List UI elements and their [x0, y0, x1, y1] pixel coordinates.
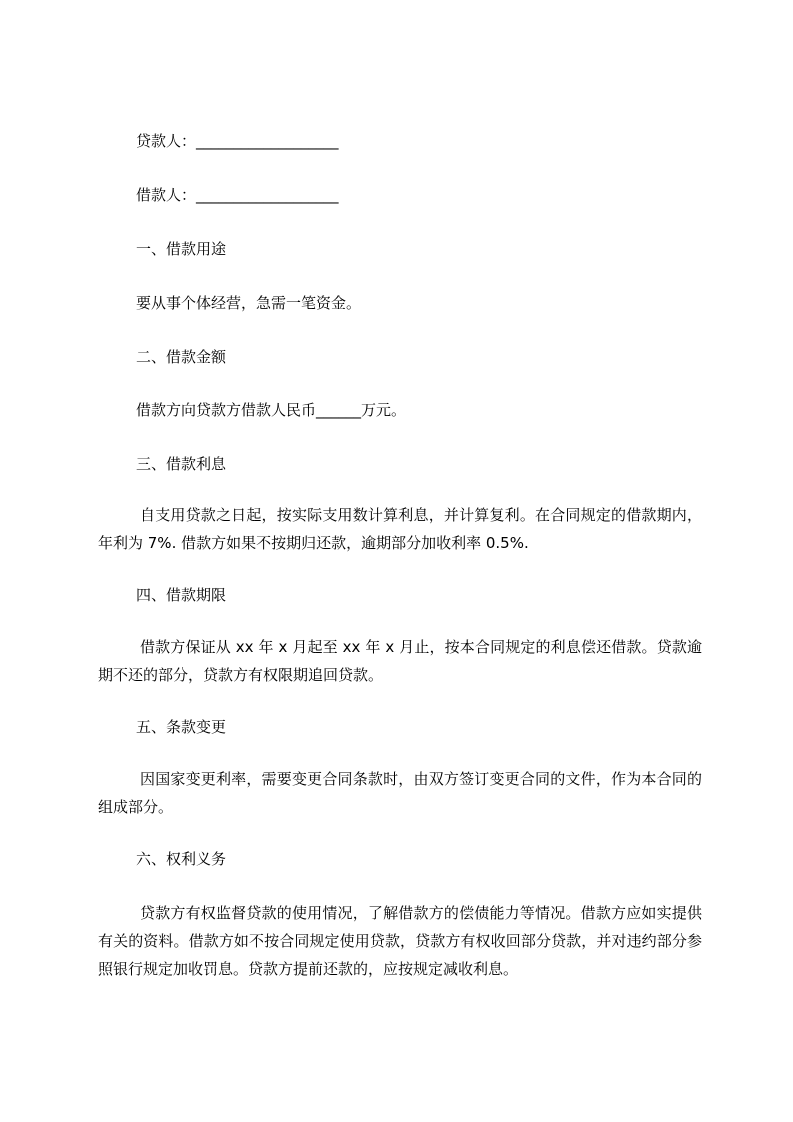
section-body-amendment: 因国家变更利率，需要变更合同条款时，由双方签订变更合同的文件，作为本合同的组成部分。 [98, 770, 702, 816]
section-heading-interest: 三、借款利息 [136, 455, 227, 473]
lender-line: 贷款人：___________________ [136, 132, 339, 150]
section-body-amount: 借款方向贷款方借款人民币______万元。 [136, 401, 407, 419]
section-heading-purpose: 一、借款用途 [136, 240, 227, 258]
section-body-interest: 自支用贷款之日起，按实际支用数计算利息，并计算复利。在合同规定的借款期内，年利为 7%. 借款方如果不按期归还款，逾期部分加收利率 0.5%. [98, 506, 702, 552]
section-body-rights: 贷款方有权监督贷款的使用情况，了解借款方的偿债能力等情况。借款方应如实提供有关的资料。借款方如不按合同规定使用贷款，贷款方有权收回部分贷款，并对违约部分参照银行规定加收罚息。贷款方提前还款的，应按规定减收利息。 [98, 904, 702, 978]
section-body-purpose: 要从事个体经营，急需一笔资金。 [136, 294, 362, 312]
section-heading-amendment: 五、条款变更 [136, 718, 227, 736]
borrower-line: 借款人：___________________ [136, 186, 339, 204]
section-heading-term: 四、借款期限 [136, 586, 227, 604]
section-heading-rights: 六、权利义务 [136, 850, 227, 868]
section-body-term: 借款方保证从 xx 年 x 月起至 xx 年 x 月止，按本合同规定的利息偿还借款。贷款逾期不还的部分，贷款方有权限期追回贷款。 [98, 638, 702, 684]
section-heading-amount: 二、借款金额 [136, 348, 227, 366]
